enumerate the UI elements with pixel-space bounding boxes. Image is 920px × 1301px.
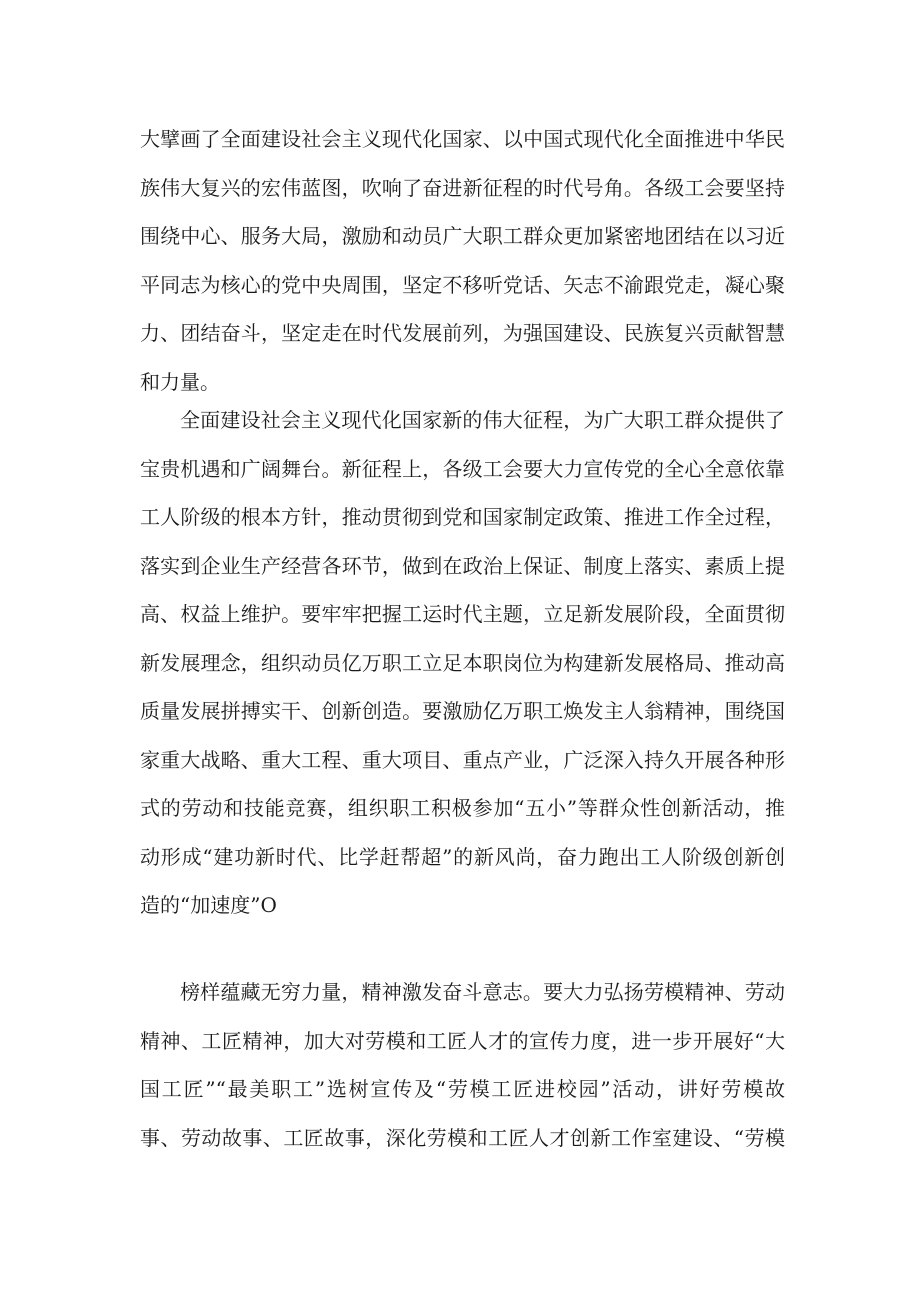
text-line: 族伟大复兴的宏伟蓝图，吹响了奋进新征程的时代号角。各级工会要坚持: [140, 175, 785, 200]
text-line: 国工匠”“最美职工”选树宣传及“劳模工匠进校园”活动，讲好劳模故: [140, 1077, 785, 1101]
text-line: 全面建设社会主义现代化国家新的伟大征程，为广大职工群众提供了: [180, 408, 785, 432]
text-line: 落实到企业生产经营各环节，做到在政治上保证、制度上落实、素质上提: [140, 553, 785, 578]
text-line: 和力量。: [140, 369, 220, 394]
paragraph-2: [140, 396, 785, 930]
text-line: 围绕中心、服务大局，激励和动员广大职工群众更加紧密地团结在以习近: [140, 224, 785, 248]
text-line: 事、劳动故事、工匠故事，深化劳模和工匠人才创新工作室建设、“劳模: [140, 1125, 785, 1150]
text-line: 式的劳动和技能竞赛，组织职工积极参加“五小”等群众性创新活动，推: [140, 796, 785, 820]
paragraph-3: [140, 968, 785, 1162]
text-line: 家重大战略、重大工程、重大项目、重点产业，广泛深入持久开展各种形: [140, 747, 785, 772]
text-line: 造的“加速度”O: [140, 893, 277, 917]
text-line: 动形成“建功新时代、比学赶帮超”的新风尚，奋力跑出工人阶级创新创: [140, 844, 785, 869]
text-line: 高、权益上维护。要牢牢把握工运时代主题，立足新发展阶段，全面贯彻: [140, 602, 785, 626]
text-line: 平同志为核心的党中央周围，坚定不移听党话、矢志不渝跟党走，凝心聚: [140, 272, 785, 297]
text-line: 质量发展拼搏实干、创新创造。要激励亿万职工焕发主人翁精神，围绕国: [140, 699, 785, 723]
text-line: 榜样蕴藏无穷力量，精神激发奋斗意志。要大力弘扬劳模精神、劳动: [180, 980, 785, 1004]
text-line: 宝贵机遇和广阔舞台。新征程上，各级工会要大力宣传党的全心全意依靠: [140, 456, 785, 481]
text-line: 新发展理念，组织动员亿万职工立足本职岗位为构建新发展格局、推动高: [140, 650, 785, 675]
text-line: 精神、工匠精神，加大对劳模和工匠人才的宣传力度，进一步开展好“大: [140, 1028, 785, 1053]
text-line: 工人阶级的根本方针，推动贯彻到党和国家制定政策、推进工作全过程，: [140, 505, 785, 529]
text-line: 力、团结奋斗，坚定走在时代发展前列，为强国建设、民族复兴贡献智慧: [140, 321, 785, 345]
text-line: 大擘画了全面建设社会主义现代化国家、以中国式现代化全面推进中华民: [140, 127, 785, 151]
paragraph-1: [140, 115, 785, 406]
